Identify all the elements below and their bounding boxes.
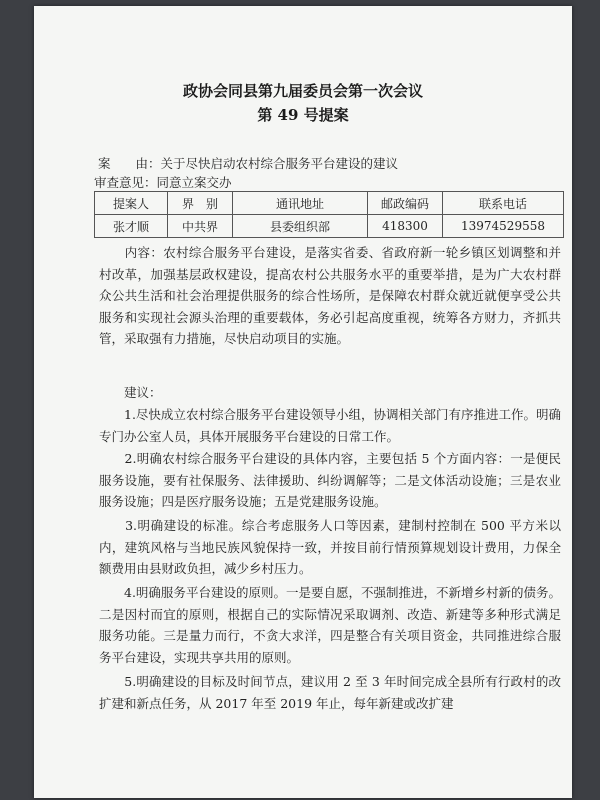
table-header: 邮政编码 [368, 192, 443, 215]
table-cell: 中共界 [168, 215, 233, 238]
suggestion-item-4: 4.明确服务平台建设的原则。一是要自愿，不强制推进，不新增乡村新的债务。二是因村而宜的原则，根据自己的实际情况采取调剂、改造、新建等多种形式满足服务功能。三是量力而行，不贪大求洋，四是整合有关项目资金，共同推进综合服务平台建设，实现共享共用的原则。 [99, 585, 561, 665]
subject-line [98, 154, 398, 172]
table-header: 联系电话 [443, 192, 564, 215]
review-line [94, 173, 232, 191]
subject-text: 关于尽快启动农村综合服务平台建设的建议 [160, 156, 399, 171]
table-header: 通讯地址 [233, 192, 368, 215]
table-header: 界 别 [168, 192, 233, 215]
suggestion-item-2: 2.明确农村综合服务平台建设的具体内容，主要包括 5 个方面内容：一是便民服务设施，要有社保服务、法律援助、纠纷调解等；二是文体活动设施；三是农业服务设施；四是医疗服务设施；五是党建服务设施。 [99, 451, 561, 509]
table-header-row [95, 192, 564, 215]
table-header: 提案人 [95, 192, 168, 215]
suggestion-item-1: 1.尽快成立农村综合服务平台建设领导小组，协调相关部门有序推进工作。明确专门办公室人员，具体开展服务平台建设的日常工作。 [99, 407, 561, 444]
table-cell: 13974529558 [443, 215, 564, 238]
table-cell: 张才顺 [95, 215, 168, 238]
subject-label: 案 由： [98, 156, 161, 171]
document-title: 政协会同县第九届委员会第一次会议 [182, 82, 423, 100]
content-paragraph: 内容：农村综合服务平台建设，是落实省委、省政府新一轮乡镇区划调整和并村改革，加强基层政权建设，提高农村公共服务水平的重要举措，是为广大农村群众公共生活和社会治理提供服务的综合性场所，是保障农村群众就近就便享受公共服务和实现社会源头治理的重要载体，务必引起高度重视，统筹各方财力，齐抓共管，采取强有力措施，尽快启动项目的实施。 [99, 245, 561, 346]
suggestion-item-3: 3.明确建设的标准。综合考虑服务人口等因素，建制村控制在 500 平方米以内，建筑风格与当地民族风貌保持一致，并按目前行情预算规划设计费用，力保全额费用由县财政负担，减少乡村压力。 [99, 518, 561, 576]
review-text: 同意立案交办 [156, 175, 232, 190]
document-page [34, 6, 572, 798]
table-row [95, 215, 564, 238]
suggestion-item-5: 5.明确建设的目标及时间节点，建议用 2 至 3 年时间完成全县所有行政村的改扩建和新点任务，从 2017 年至 2019 年止，每年新建或改扩建 [99, 674, 561, 711]
proposer-table [94, 191, 564, 238]
table-cell: 418300 [368, 215, 443, 238]
suggestion-label: 建议： [99, 385, 162, 400]
table-cell: 县委组织部 [233, 215, 368, 238]
proposal-number: 第 49 号提案 [257, 106, 349, 124]
review-label: 审查意见： [94, 175, 157, 190]
